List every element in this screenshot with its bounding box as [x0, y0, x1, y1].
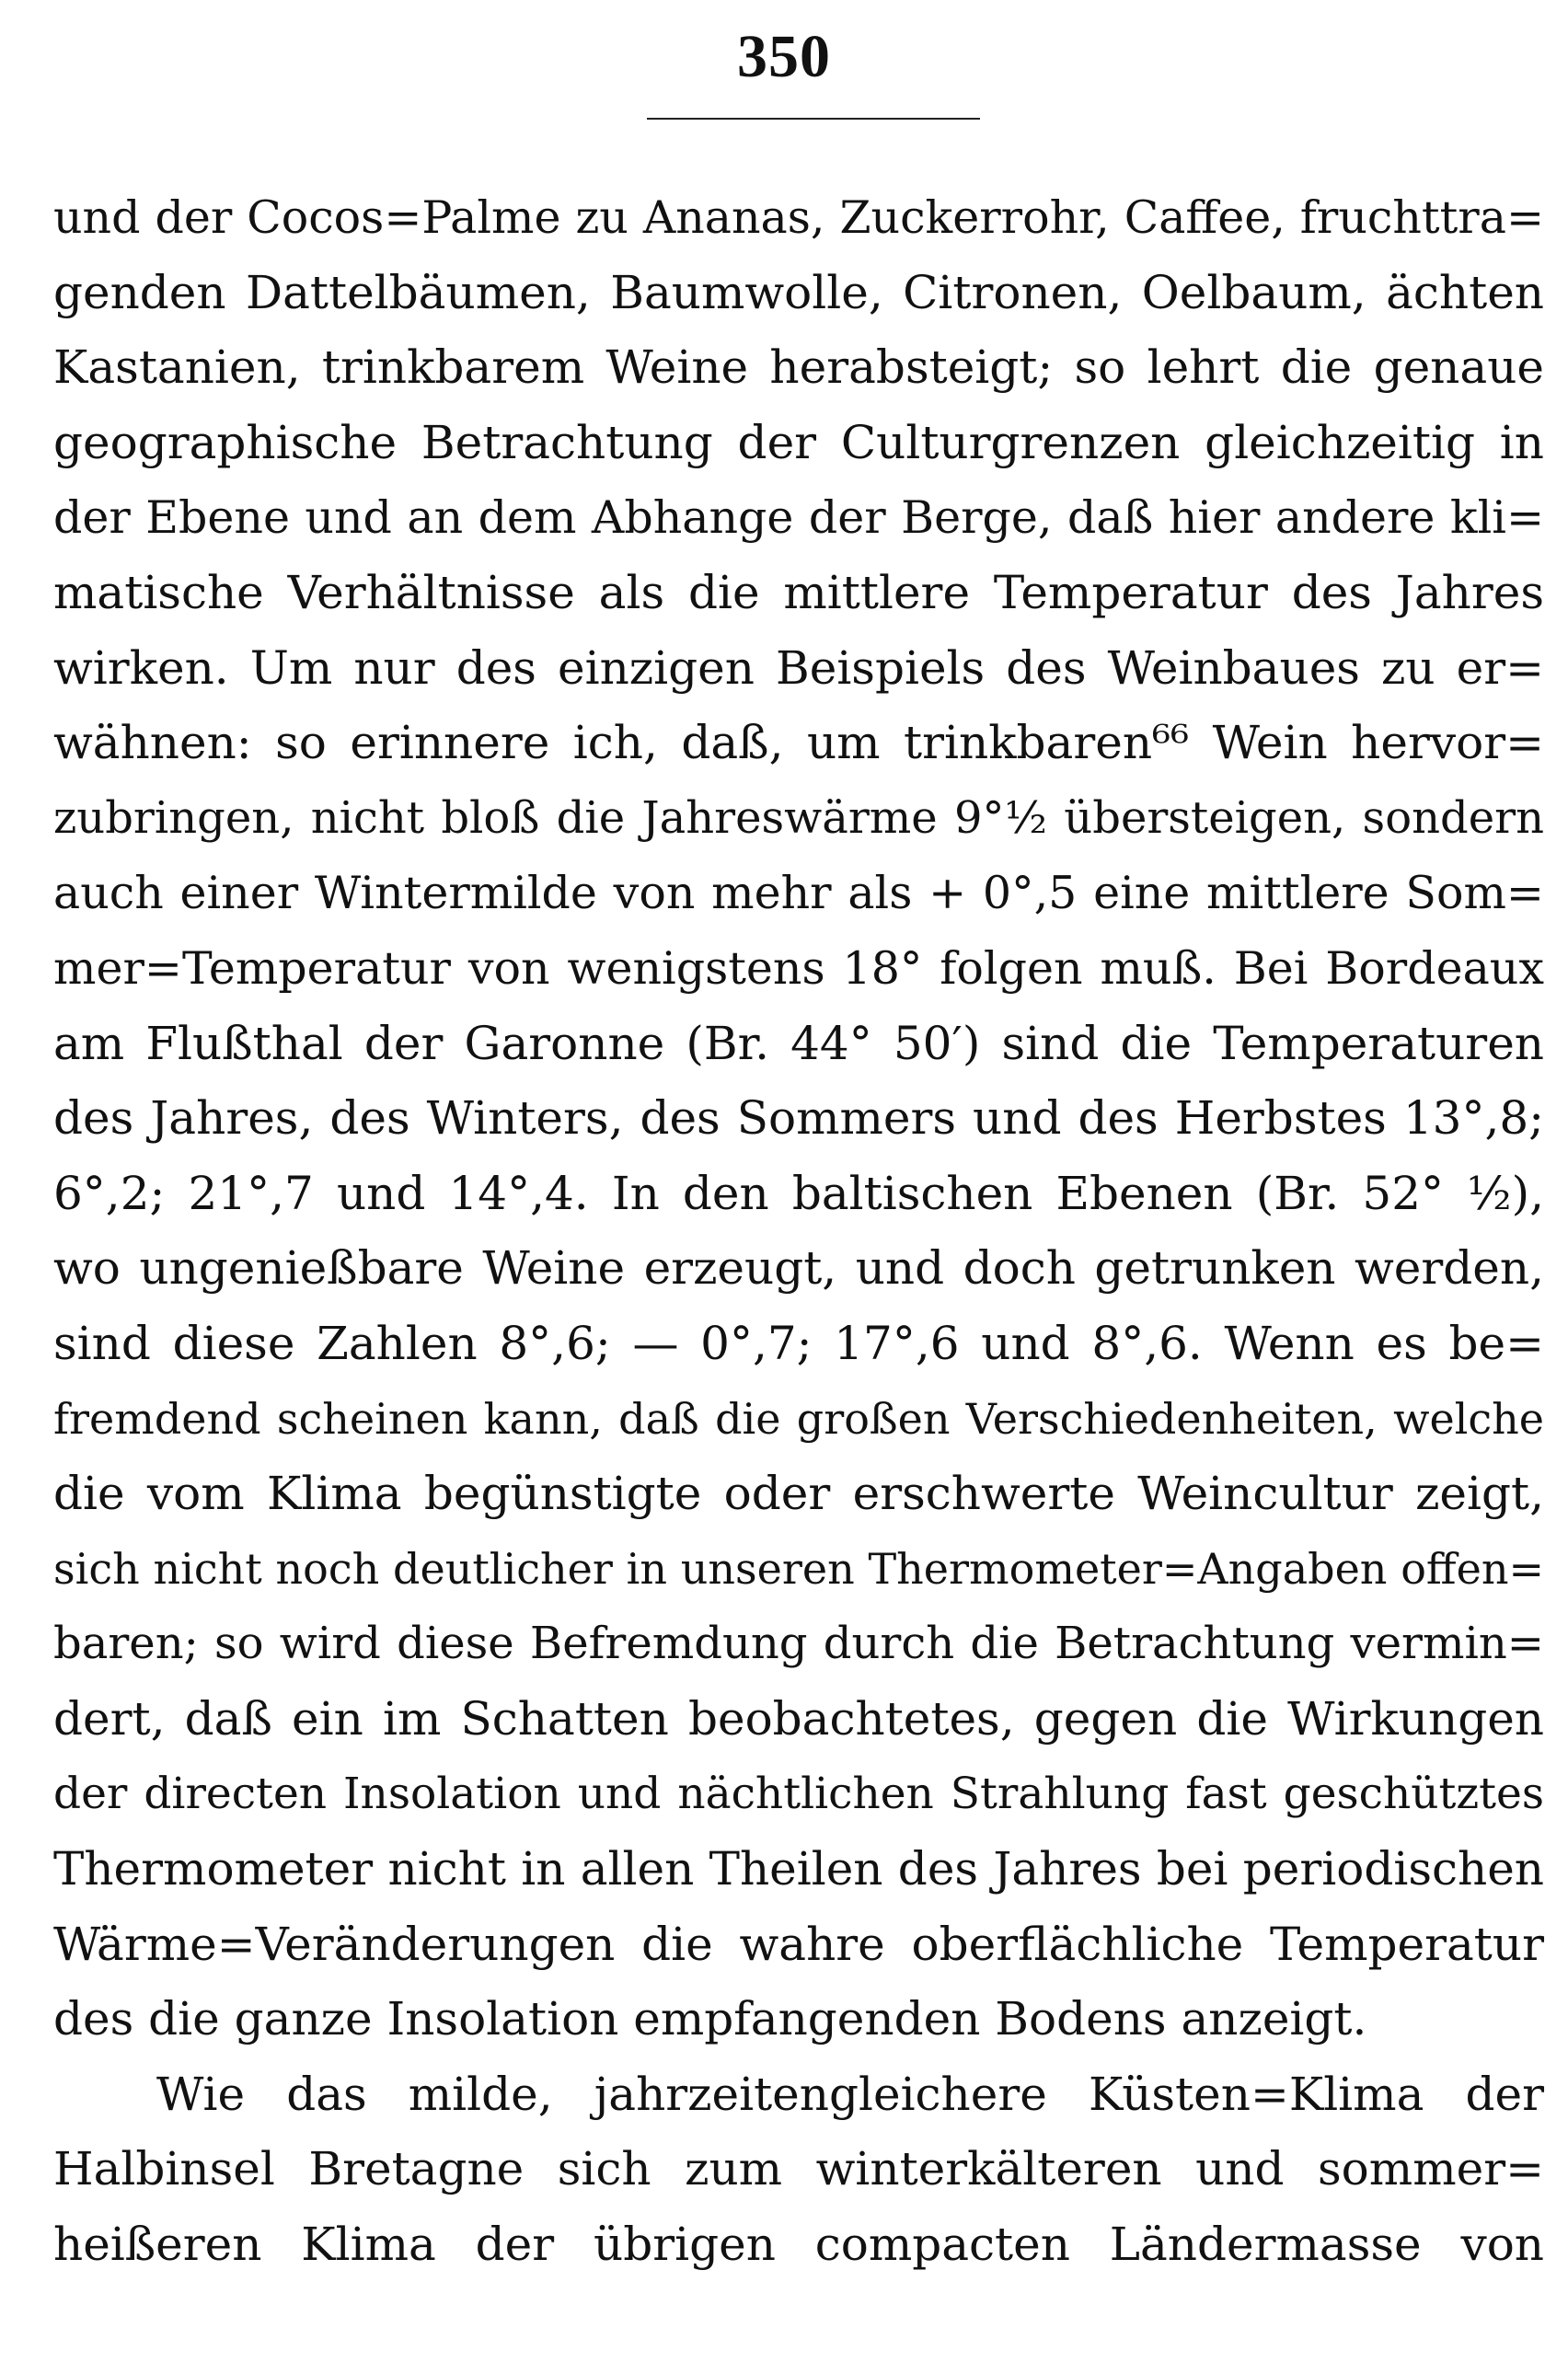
text-line: matische Verhältnisse als die mittlere Temperatur des Jahres [53, 565, 1544, 619]
text-line: geographische Betrachtung der Culturgrenzen gleichzeitig in [53, 415, 1544, 469]
text-line: wo ungenießbare Weine erzeugt, und doch getrunken werden, [53, 1241, 1544, 1296]
text-line: Thermometer nicht in allen Theilen des Jahres bei periodischen [53, 1842, 1544, 1896]
text-line: Halbinsel Bretagne sich zum winterkälteren und sommer= [53, 2142, 1544, 2196]
text-line: und der Cocos=Palme zu Ananas, Zuckerrohr, Caffee, fruchttra= [53, 191, 1544, 244]
text-line: fremdend scheinen kann, daß die großen Verschiedenheiten, welche [53, 1393, 1544, 1444]
page-number: 350 [737, 23, 831, 90]
text-line: der Ebene und an dem Abhange der Berge, daß hier andere kli= [53, 491, 1544, 545]
text-line: heißeren Klima der übrigen compacten Ländermasse von [53, 2218, 1544, 2272]
text-line: Wärme=Veränderungen die wahre oberflächliche Temperatur [53, 1917, 1544, 1971]
text-line: zubringen, nicht bloß die Jahreswärme 9°½ übersteigen, sondern [53, 791, 1544, 844]
text-line: sind diese Zahlen 8°,6; — 0°,7; 17°,6 und 8°,6. Wenn es be= [53, 1316, 1544, 1370]
text-line: Kastanien, trinkbarem Weine herabsteigt; so lehrt die genaue [53, 340, 1544, 395]
text-line: dert, daß ein im Schatten beobachtetes, gegen die Wirkungen [53, 1691, 1544, 1746]
text-line: der directen Insolation und nächtlichen Strahlung fast geschütztes [53, 1769, 1544, 1820]
text-line: genden Dattelbäumen, Baumwolle, Citronen, Oelbaum, ächten [53, 265, 1544, 319]
text-line: baren; so wird diese Befremdung durch die Betrachtung vermin= [53, 1618, 1544, 1670]
text-line: auch einer Wintermilde von mehr als + 0°,5 eine mittlere Som= [53, 867, 1544, 920]
text-line: die vom Klima begünstigte oder erschwerte Weincultur zeigt, [53, 1467, 1544, 1521]
text-line: 6°,2; 21°,7 und 14°,4. In den baltischen Ebenen (Br. 52° ½), [53, 1166, 1544, 1220]
header-rule [647, 118, 980, 120]
text-line: am Flußthal der Garonne (Br. 44° 50′) sind die Temperaturen [53, 1016, 1544, 1070]
text-line: wähnen: so erinnere ich, daß, um trinkbaren⁶⁶ Wein hervor= [53, 716, 1544, 770]
text-line: des Jahres, des Winters, des Sommers und des Herbstes 13°,8; [53, 1091, 1544, 1146]
paragraph-end-line: des die ganze Insolation empfangenden Bodens anzeigt. [53, 1992, 1367, 2046]
body-text [53, 180, 1544, 2283]
text-line: mer=Temperatur von wenigstens 18° folgen muß. Bei Bordeaux [53, 941, 1544, 995]
paragraph-start-line: Wie das milde, jahrzeitengleichere Küsten=Klima der [156, 2067, 1544, 2121]
text-line: sich nicht noch deutlicher in unseren Thermometer=Angaben offen= [53, 1543, 1544, 1594]
text-line: wirken. Um nur des einzigen Beispiels des Weinbaues zu er= [53, 640, 1544, 695]
